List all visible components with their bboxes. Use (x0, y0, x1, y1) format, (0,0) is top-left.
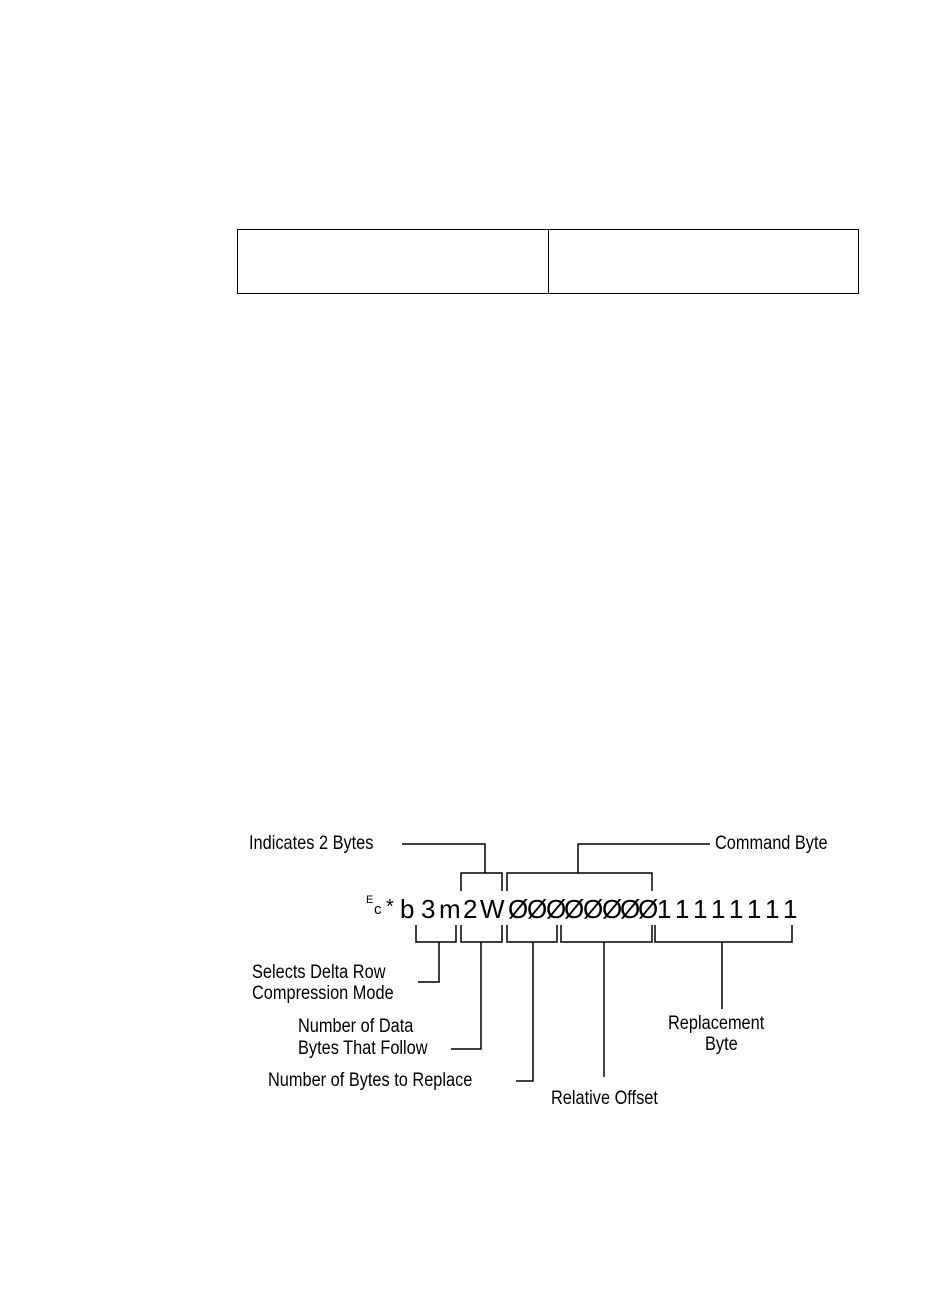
label-selects-delta-row-2: Compression Mode (252, 983, 394, 1004)
seq-char: 1 (765, 894, 780, 924)
label-number-of-bytes-to-replace: Number of Bytes to Replace (268, 1070, 473, 1091)
leader-selects-delta-row (418, 942, 439, 982)
seq-char: 3 (421, 894, 436, 924)
bracket-replacement-byte-bottom (655, 925, 792, 942)
label-replacement-byte-1: Replacement (668, 1013, 765, 1034)
seq-char: 1 (729, 894, 744, 924)
seq-char: 1 (711, 894, 726, 924)
seq-char: 1 (693, 894, 708, 924)
seq-char: Ø (508, 894, 529, 924)
label-relative-offset: Relative Offset (551, 1088, 658, 1109)
seq-char: 1 (675, 894, 690, 924)
seq-char: Ø (527, 894, 548, 924)
escape-subscript: c (374, 901, 382, 918)
label-selects-delta-row-1: Selects Delta Row (252, 962, 386, 983)
seq-char: 1 (747, 894, 762, 924)
bracket-replace-count-bottom (507, 925, 557, 942)
seq-char: 1 (783, 894, 798, 924)
seq-char: Ø (602, 894, 623, 924)
seq-char: Ø (583, 894, 604, 924)
leader-command-byte (578, 844, 710, 873)
bracket-b3m-bottom (416, 925, 456, 942)
bracket-2w-top (461, 873, 502, 891)
label-number-of-data-2: Bytes That Follow (298, 1038, 428, 1059)
seq-char: m (439, 894, 461, 924)
escape-superscript: E (366, 894, 374, 906)
seq-char: 2 (463, 894, 478, 924)
seq-char: Ø (638, 894, 659, 924)
seq-char: * (386, 896, 394, 918)
seq-char: Ø (620, 894, 641, 924)
bracket-relative-offset-bottom (561, 925, 652, 942)
seq-char: b (400, 894, 415, 924)
seq-char: Ø (546, 894, 567, 924)
bracket-2w-bottom (461, 925, 502, 942)
leader-number-of-bytes-to-replace (516, 942, 533, 1081)
bracket-command-byte-top (507, 873, 652, 891)
seq-char: Ø (564, 894, 585, 924)
leader-indicates-2-bytes (402, 844, 485, 873)
label-command-byte: Command Byte (715, 833, 828, 854)
label-indicates-2-bytes: Indicates 2 Bytes (249, 833, 374, 854)
seq-char: W (480, 894, 505, 924)
leader-number-of-data (451, 942, 481, 1049)
seq-char: 1 (657, 894, 672, 924)
label-number-of-data-1: Number of Data (298, 1016, 414, 1037)
label-replacement-byte-2: Byte (705, 1034, 738, 1055)
